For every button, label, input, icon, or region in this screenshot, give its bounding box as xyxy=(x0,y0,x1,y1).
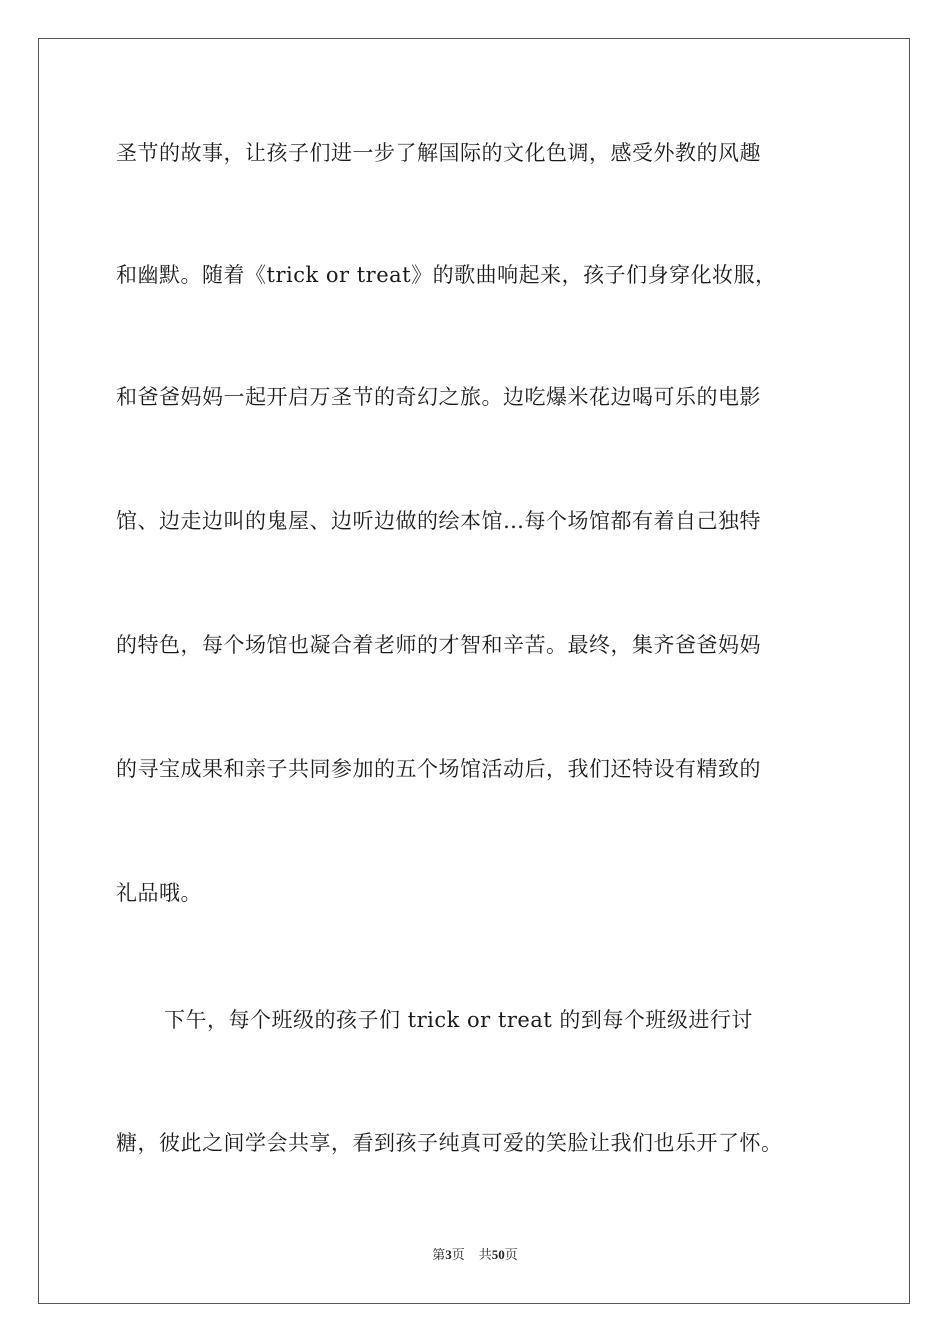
text-line: 的特色，每个场馆也凝合着老师的才智和辛苦。最终，集齐爸爸妈妈 xyxy=(116,633,761,657)
total-prefix: 共 xyxy=(478,1248,492,1263)
page-border xyxy=(38,38,910,1304)
text-line: 和爸爸妈妈一起开启万圣节的奇幻之旅。边吃爆米花边喝可乐的电影 xyxy=(116,385,761,409)
paragraph-first-line: 下午，每个班级的孩子们 trick or treat 的到每个班级进行讨 xyxy=(164,1008,753,1032)
page-number: 3 xyxy=(445,1247,452,1262)
text-line: 礼品哦。 xyxy=(116,881,202,905)
total-suffix: 页 xyxy=(504,1248,518,1263)
text-line: 馆、边走边叫的鬼屋、边听边做的绘本馆…每个场馆都有着自己独特 xyxy=(116,509,761,533)
page-prefix: 第 xyxy=(432,1248,446,1263)
page-footer xyxy=(0,1246,950,1265)
text-line: 糖，彼此之间学会共享，看到孩子纯真可爱的笑脸让我们也乐开了怀。 xyxy=(116,1131,783,1155)
page-suffix: 页 xyxy=(451,1248,465,1263)
text-line: 和幽默。随着《trick or treat》的歌曲响起来，孩子们身穿化妆服， xyxy=(116,263,777,287)
total-pages: 50 xyxy=(491,1247,505,1262)
text-line: 圣节的故事，让孩子们进一步了解国际的文化色调，感受外教的风趣 xyxy=(116,141,761,165)
text-line: 的寻宝成果和亲子共同参加的五个场馆活动后，我们还特设有精致的 xyxy=(116,757,761,781)
